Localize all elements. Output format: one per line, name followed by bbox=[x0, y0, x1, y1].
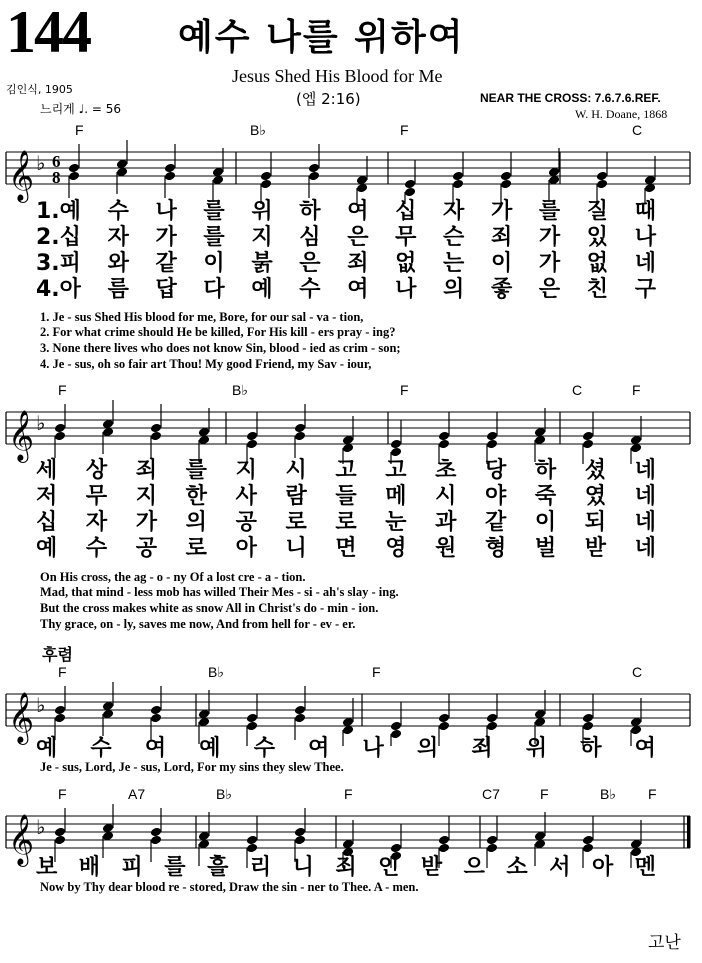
english-refrain-end: Now by Thy dear blood re - stored, Draw the sin - ner to Thee. A - men. bbox=[40, 880, 419, 894]
lyric-syllable: 다 bbox=[203, 277, 225, 302]
lyric-syllable: 받 bbox=[584, 536, 607, 561]
lyric-syllable: 여 bbox=[144, 736, 167, 761]
lyric-syllable: 의 bbox=[443, 277, 465, 302]
lyric-syllable: 네 bbox=[634, 484, 656, 509]
note bbox=[342, 416, 354, 464]
chord-symbol: B♭ bbox=[208, 664, 224, 680]
lyric-syllable: 으 bbox=[463, 855, 485, 880]
lyric-syllable: 원 bbox=[435, 536, 457, 561]
lyric-syllable: 가 bbox=[155, 225, 177, 250]
lyric-syllable: 은 bbox=[299, 251, 321, 276]
lyric-syllable: 고 bbox=[385, 458, 407, 483]
lyric-syllable: 메 bbox=[385, 484, 407, 509]
lyric-syllable: 피 bbox=[121, 855, 143, 880]
lyric-syllable: 수 bbox=[299, 277, 321, 302]
lyric-syllable: 들 bbox=[335, 484, 357, 509]
music-staff bbox=[0, 134, 702, 204]
lyric-syllable: 자 bbox=[107, 225, 129, 250]
lyric-syllable: 보 bbox=[36, 855, 58, 880]
chord-symbol: F bbox=[58, 786, 67, 802]
chord-symbol: C bbox=[632, 664, 643, 680]
lyric-syllable: 하 bbox=[580, 736, 602, 761]
lyric-syllable: 름 bbox=[107, 277, 129, 302]
korean-refrain bbox=[36, 736, 656, 762]
chord-symbol: C bbox=[572, 382, 583, 398]
lyric-syllable: 1.예 bbox=[36, 199, 81, 224]
lyric-syllable: 저 bbox=[36, 484, 58, 509]
composer: W. H. Doane, 1868 bbox=[575, 107, 668, 121]
chord-symbol: F bbox=[372, 664, 381, 680]
lyric-syllable: 를 bbox=[203, 199, 225, 224]
lyric-syllable: 아 bbox=[235, 536, 257, 561]
chord-symbol: F bbox=[648, 786, 657, 802]
english-verse-3: 3. None there lives who does not know Sin, blood - ied as crim - son; bbox=[40, 341, 401, 355]
lyric-syllable: 흘 bbox=[207, 855, 229, 880]
english-verse-3: But the cross makes white as snow All in Christ's do - min - ion. bbox=[40, 601, 379, 615]
chord-symbol: F bbox=[344, 786, 353, 802]
lyric-syllable: 여 bbox=[347, 277, 369, 302]
lyric-syllable: 로 bbox=[335, 510, 357, 535]
chord-symbol: F bbox=[400, 382, 409, 398]
note bbox=[404, 160, 416, 204]
korean-refrain-end bbox=[36, 855, 656, 881]
lyric-syllable: 수 bbox=[90, 736, 112, 761]
lyric-syllable: 무 bbox=[395, 225, 417, 250]
lyric-syllable: 위 bbox=[251, 199, 273, 224]
lyric-syllable: 네 bbox=[634, 458, 656, 483]
lyric-syllable: 면 bbox=[335, 536, 357, 561]
chord-symbol: F bbox=[58, 664, 67, 680]
lyric-syllable: 였 bbox=[584, 484, 607, 509]
lyric-syllable: 질 bbox=[586, 199, 609, 224]
lyric-syllable: 이 bbox=[490, 251, 513, 276]
time-signature-bottom: 8 bbox=[52, 168, 61, 187]
lyric-syllable: 구 bbox=[634, 277, 656, 302]
note bbox=[212, 148, 224, 202]
chord-symbol: B♭ bbox=[250, 122, 266, 138]
chord-symbol: A7 bbox=[128, 786, 146, 802]
lyric-syllable: 지 bbox=[135, 484, 158, 509]
refrain-label: 후렴 bbox=[42, 645, 73, 664]
lyric-syllable: 당 bbox=[485, 458, 507, 483]
lyric-syllable: 여 bbox=[308, 736, 330, 761]
lyric-syllable: 십 bbox=[36, 510, 58, 535]
lyric-syllable: 가 bbox=[490, 199, 513, 224]
lyric-syllable: 이 bbox=[534, 510, 557, 535]
treble-clef-icon: 𝄞 bbox=[8, 150, 35, 201]
hymn-number: 144 bbox=[6, 0, 90, 65]
korean-verse-3 bbox=[36, 510, 656, 536]
lyric-syllable: 니 bbox=[285, 536, 307, 561]
lyric-syllable: 와 bbox=[107, 251, 129, 276]
lyric-syllable: 죄 bbox=[471, 736, 493, 761]
chord-symbol: B♭ bbox=[232, 382, 248, 398]
chord-symbol: B♭ bbox=[216, 786, 232, 802]
lyric-syllable: 리 bbox=[249, 855, 272, 880]
treble-clef-icon: 𝄞 bbox=[8, 410, 35, 461]
chord-symbol: C bbox=[632, 122, 643, 138]
lyric-syllable: 소 bbox=[506, 855, 528, 880]
lyric-syllable: 배 bbox=[78, 855, 101, 880]
lyric-syllable: 상 bbox=[85, 458, 108, 483]
treble-clef-icon: 𝄞 bbox=[8, 814, 35, 865]
korean-verse-2 bbox=[36, 225, 656, 251]
lyric-syllable: 답 bbox=[155, 277, 177, 302]
lyric-syllable: 하 bbox=[534, 458, 557, 483]
lyric-syllable: 인 bbox=[378, 855, 400, 880]
lyric-syllable: 니 bbox=[292, 855, 314, 880]
flat-sign-icon: ♭ bbox=[36, 693, 46, 717]
korean-verse-1 bbox=[36, 458, 656, 484]
lyric-syllable: 셨 bbox=[584, 458, 607, 483]
english-verse-1: On His cross, the ag - o - ny Of a lost cre - a - tion. bbox=[40, 570, 306, 584]
lyric-syllable: 좋 bbox=[490, 277, 513, 302]
note bbox=[102, 682, 114, 736]
lyric-syllable: 과 bbox=[435, 510, 457, 535]
korean-title: 예수 나를 위하여 bbox=[178, 17, 465, 58]
lyric-syllable: 야 bbox=[485, 484, 507, 509]
english-verse-2: 2. For what crime should He be killed, For His kill - ers pray - ing? bbox=[40, 325, 396, 339]
lyric-syllable: 나 bbox=[155, 199, 177, 224]
lyric-syllable: 수 bbox=[253, 736, 275, 761]
korean-verse-4 bbox=[36, 277, 656, 303]
lyric-syllable: 예 bbox=[251, 277, 273, 302]
lyric-syllable: 무 bbox=[85, 484, 108, 509]
lyric-syllable: 로 bbox=[285, 510, 307, 535]
lyric-syllable: 위 bbox=[525, 736, 548, 761]
lyric-syllable: 3.피 bbox=[36, 251, 81, 276]
lyric-syllable: 같 bbox=[155, 251, 177, 276]
lyric-syllable: 여 bbox=[634, 736, 656, 761]
lyric-syllable: 나 bbox=[362, 736, 384, 761]
lyric-syllable: 사 bbox=[235, 484, 257, 509]
tune-name: NEAR THE CROSS: 7.6.7.6.REF. bbox=[480, 91, 661, 105]
lyric-syllable: 멘 bbox=[634, 855, 656, 880]
lyric-syllable: 가 bbox=[538, 251, 561, 276]
lyric-syllable: 친 bbox=[586, 277, 609, 302]
lyric-syllable: 공 bbox=[235, 510, 257, 535]
scripture-reference: (엡 2:16) bbox=[296, 90, 361, 108]
lyric-syllable: 의 bbox=[185, 510, 207, 535]
lyric-syllable: 자 bbox=[443, 199, 465, 224]
chord-symbol: C7 bbox=[482, 786, 500, 802]
english-verse-2: Mad, that mind - less mob has willed Their Mes - si - ah's slay - ing. bbox=[40, 585, 399, 599]
lyric-syllable: 나 bbox=[634, 225, 656, 250]
lyric-syllable: 네 bbox=[634, 251, 656, 276]
lyric-syllable: 지 bbox=[235, 458, 257, 483]
lyric-syllable: 슨 bbox=[443, 225, 465, 250]
lyric-syllable: 시 bbox=[435, 484, 457, 509]
lyric-syllable: 같 bbox=[485, 510, 507, 535]
lyric-syllable: 시 bbox=[285, 458, 307, 483]
english-verse-4: Thy grace, on - ly, saves me now, And from hell for - ev - er. bbox=[40, 617, 356, 631]
lyric-syllable: 가 bbox=[538, 225, 561, 250]
lyricist: 김인식, 1905 bbox=[6, 83, 73, 96]
korean-verse-3 bbox=[36, 251, 656, 277]
chord-symbol: F bbox=[75, 122, 84, 138]
lyric-syllable: 를 bbox=[203, 225, 225, 250]
lyric-syllable: 형 bbox=[485, 536, 507, 561]
note bbox=[116, 140, 128, 194]
time-signature-top: 6 bbox=[52, 152, 61, 171]
lyric-syllable: 예 bbox=[36, 736, 58, 761]
flat-sign-icon: ♭ bbox=[36, 411, 46, 435]
lyric-syllable: 이 bbox=[203, 251, 225, 276]
lyric-syllable: 네 bbox=[634, 510, 656, 535]
lyric-syllable: 한 bbox=[185, 484, 207, 509]
lyric-syllable: 하 bbox=[299, 199, 321, 224]
tempo-marking: 느리게 ♩. = 56 bbox=[40, 102, 122, 116]
lyric-syllable: 심 bbox=[299, 225, 321, 250]
lyric-syllable: 붉 bbox=[251, 251, 273, 276]
lyric-syllable: 예 bbox=[199, 736, 221, 761]
lyric-syllable: 의 bbox=[416, 736, 439, 761]
lyric-syllable: 여 bbox=[347, 199, 369, 224]
english-verse-1: 1. Je - sus Shed His blood for me, Bore, for our sal - va - tion, bbox=[40, 310, 364, 324]
lyric-syllable: 2.십 bbox=[36, 225, 81, 250]
lyric-syllable: 때 bbox=[634, 199, 656, 224]
lyric-syllable: 없 bbox=[395, 251, 417, 276]
flat-sign-icon: ♭ bbox=[36, 151, 46, 175]
note bbox=[534, 408, 546, 462]
chord-symbol: F bbox=[400, 122, 409, 138]
lyric-syllable: 죄 bbox=[347, 251, 369, 276]
lyric-syllable: 예 bbox=[36, 536, 58, 561]
note bbox=[630, 416, 642, 464]
lyric-syllable: 네 bbox=[634, 536, 656, 561]
lyric-syllable: 수 bbox=[85, 536, 108, 561]
lyric-syllable: 죄 bbox=[135, 458, 158, 483]
lyric-syllable: 4.아 bbox=[36, 277, 81, 302]
lyric-syllable: 나 bbox=[395, 277, 417, 302]
lyric-syllable: 를 bbox=[538, 199, 561, 224]
lyric-syllable: 로 bbox=[185, 536, 207, 561]
lyric-syllable: 영 bbox=[385, 536, 407, 561]
lyric-syllable: 가 bbox=[135, 510, 158, 535]
english-refrain: Je - sus, Lord, Je - sus, Lord, For my sins they slew Thee. bbox=[40, 760, 344, 774]
lyric-syllable: 죄 bbox=[335, 855, 357, 880]
english-verse-4: 4. Je - sus, oh so fair art Thou! My good Friend, my Sav - iour, bbox=[40, 357, 372, 371]
lyric-syllable: 죽 bbox=[534, 484, 557, 509]
lyric-syllable: 죄 bbox=[490, 225, 513, 250]
lyric-syllable: 공 bbox=[135, 536, 158, 561]
lyric-syllable: 눈 bbox=[385, 510, 407, 535]
lyric-syllable: 를 bbox=[164, 855, 186, 880]
lyric-syllable: 은 bbox=[347, 225, 369, 250]
lyric-syllable: 세 bbox=[36, 458, 58, 483]
note bbox=[356, 156, 368, 204]
lyric-syllable: 아 bbox=[591, 855, 614, 880]
lyric-syllable: 없 bbox=[586, 251, 609, 276]
chord-symbol: F bbox=[540, 786, 549, 802]
flat-sign-icon: ♭ bbox=[36, 815, 46, 839]
lyric-syllable: 십 bbox=[395, 199, 417, 224]
lyric-syllable: 받 bbox=[420, 855, 443, 880]
treble-clef-icon: 𝄞 bbox=[8, 692, 35, 743]
lyric-syllable: 를 bbox=[185, 458, 207, 483]
chord-symbol: B♭ bbox=[600, 786, 616, 802]
note bbox=[102, 400, 114, 454]
music-staff bbox=[0, 394, 702, 464]
lyric-syllable: 는 bbox=[443, 251, 465, 276]
chord-symbol: F bbox=[58, 382, 67, 398]
lyric-syllable: 은 bbox=[538, 277, 561, 302]
english-title: Jesus Shed His Blood for Me bbox=[232, 66, 443, 86]
note bbox=[198, 408, 210, 462]
lyric-syllable: 자 bbox=[85, 510, 108, 535]
lyric-syllable: 있 bbox=[586, 225, 609, 250]
korean-verse-1 bbox=[36, 199, 656, 225]
lyric-syllable: 초 bbox=[435, 458, 457, 483]
note bbox=[644, 156, 656, 204]
korean-verse-4 bbox=[36, 536, 656, 562]
lyric-syllable: 람 bbox=[285, 484, 307, 509]
note bbox=[548, 148, 560, 202]
lyric-syllable: 서 bbox=[549, 855, 571, 880]
lyric-syllable: 지 bbox=[251, 225, 273, 250]
lyric-syllable: 고 bbox=[335, 458, 357, 483]
lyric-syllable: 벌 bbox=[534, 536, 557, 561]
lyric-syllable: 되 bbox=[584, 510, 607, 535]
lyric-syllable: 수 bbox=[107, 199, 129, 224]
category-label: 고난 bbox=[648, 933, 681, 953]
chord-symbol: F bbox=[632, 382, 641, 398]
note bbox=[102, 804, 114, 858]
korean-verse-2 bbox=[36, 484, 656, 510]
